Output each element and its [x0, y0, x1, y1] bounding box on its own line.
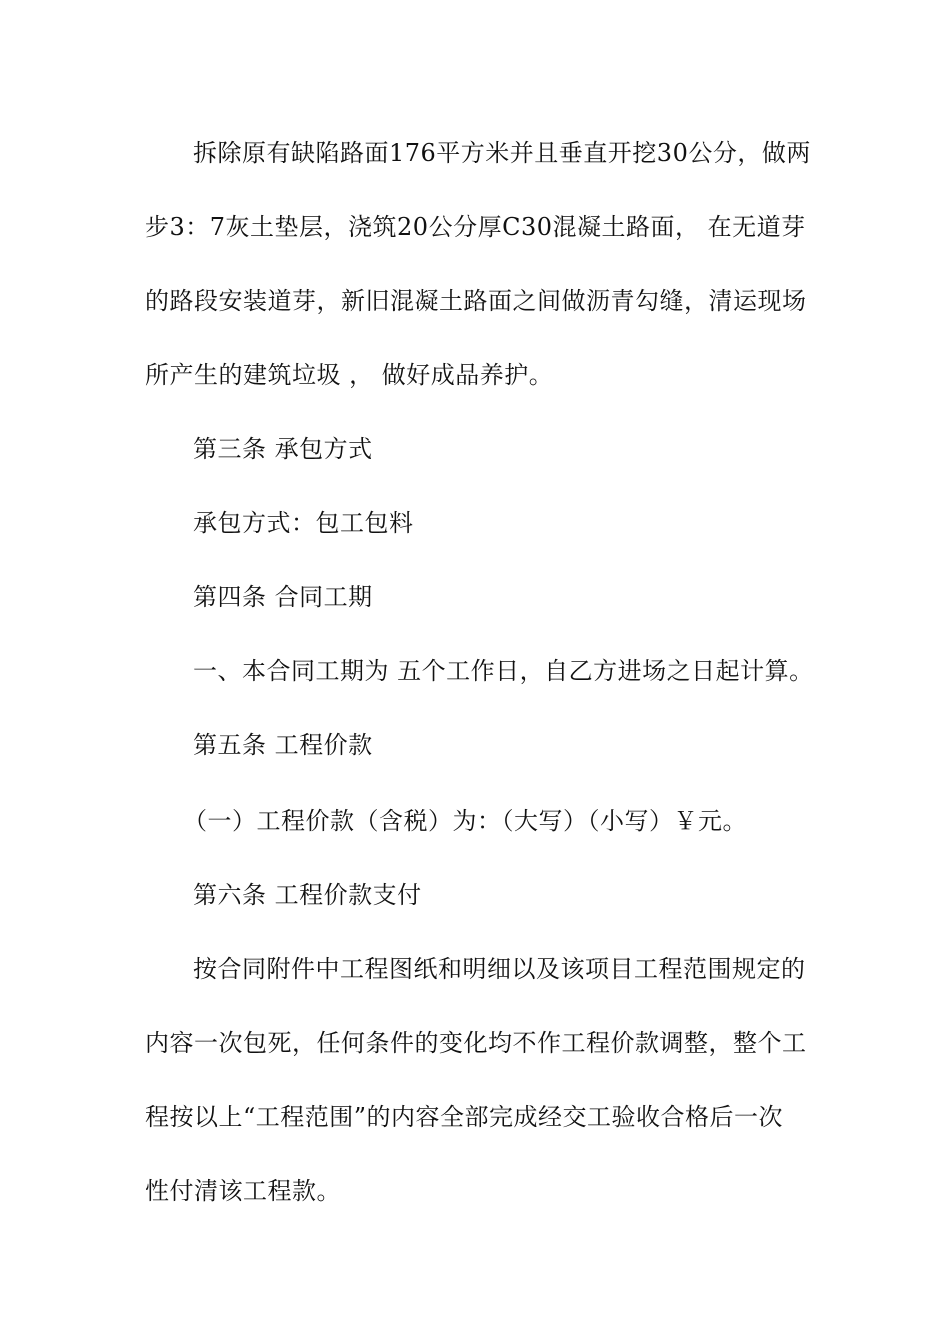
article-3-body: 承包方式：包工包料: [193, 509, 414, 537]
article-5-heading: 第五条 工程价款: [193, 731, 373, 759]
article-5-body: （一）工程价款（含税）为：（大写）（小写）￥元。: [183, 807, 747, 835]
article-3-heading: 第三条 承包方式: [193, 435, 373, 463]
article-4-body: 一、本合同工期为 五个工作日，自乙方进场之日起计算。: [193, 657, 814, 685]
payment-paragraph-line-4: 性付清该工程款。: [145, 1177, 341, 1205]
scope-paragraph-line-1: 拆除原有缺陷路面176平方米并且垂直开挖30公分，做两: [193, 139, 811, 167]
scope-paragraph-line-3: 的路段安装道芽，新旧混凝土路面之间做沥青勾缝，清运现场: [145, 287, 807, 315]
scope-paragraph-line-2: 步3：7灰土垫层，浇筑20公分厚C30混凝土路面， 在无道芽: [145, 213, 806, 241]
payment-paragraph-line-1: 按合同附件中工程图纸和明细以及该项目工程范围规定的: [193, 955, 806, 983]
payment-paragraph-line-2: 内容一次包死，任何条件的变化均不作工程价款调整，整个工: [145, 1029, 807, 1057]
scope-paragraph-line-4: 所产生的建筑垃圾 ， 做好成品养护。: [145, 361, 554, 389]
article-6-heading: 第六条 工程价款支付: [193, 881, 422, 909]
article-4-heading: 第四条 合同工期: [193, 583, 373, 611]
payment-paragraph-line-3: 程按以上“工程范围”的内容全部完成经交工验收合格后一次: [145, 1103, 784, 1131]
